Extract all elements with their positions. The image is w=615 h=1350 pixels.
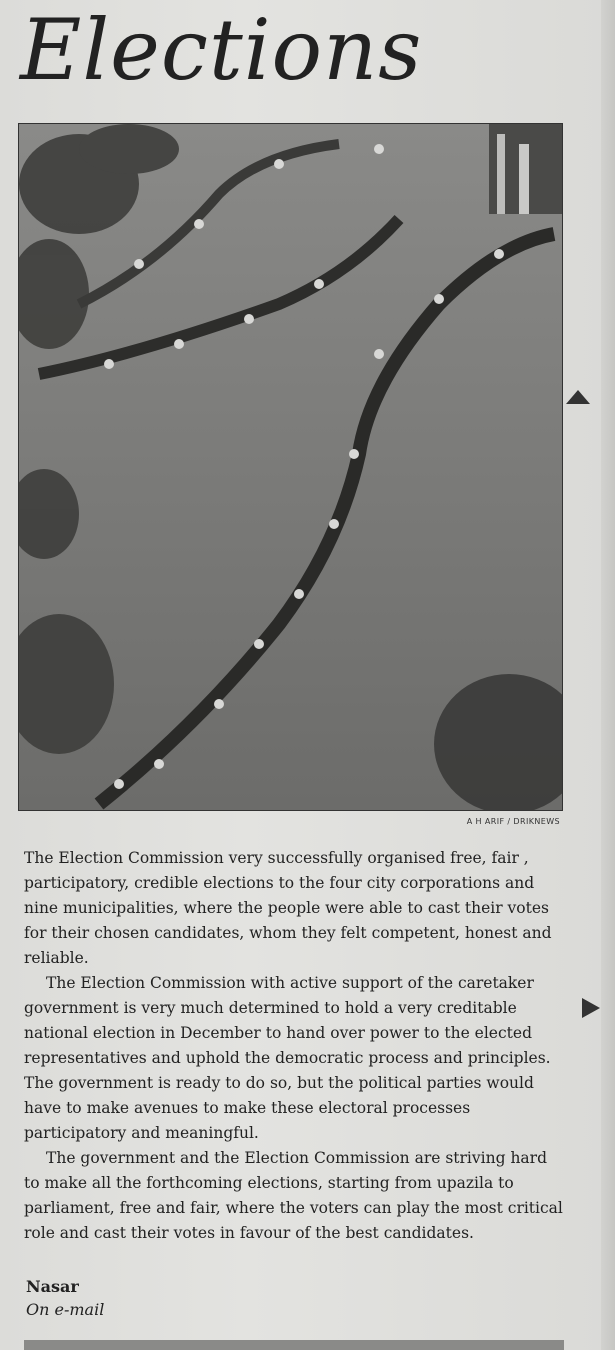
letter-paragraph: The government and the Election Commission are striving hard to make all the forthcoming elections, starting from upazila to parliament, free and fair, where the voters can play the most critical role and cast their votes in favour of the best candidates. <box>24 1149 563 1242</box>
letter-author: Nasar <box>26 1277 79 1296</box>
page-marker-icon <box>566 390 590 404</box>
letter-paragraph: The Election Commission with active support of the caretaker government is very much determined to hold a very creditable national election in December to hand over power to the elected representatives and uphold the democratic process and principles. The government is ready to do so, but the political parties would have to make avenues to make these electoral processes participatory and meaningful. <box>24 974 551 1142</box>
letter-paragraph: The Election Commission very successfully organised free, fair , participatory, credible elections to the four city corporations and nine municipalities, where the people were able to cast their votes for their chosen candidates, whom they felt competent, honest and reliable. <box>24 849 552 967</box>
photo-credit: A H ARIF / DRIKNEWS <box>466 817 560 826</box>
news-photo <box>18 123 563 811</box>
letter-source: On e-mail <box>26 1300 105 1319</box>
headline: Elections <box>20 1 423 99</box>
letter-body <box>24 846 564 1246</box>
bottom-divider <box>24 1340 564 1350</box>
voters-queue-photo <box>19 124 562 810</box>
page-marker-icon <box>582 998 600 1018</box>
page-edge <box>601 0 615 1350</box>
